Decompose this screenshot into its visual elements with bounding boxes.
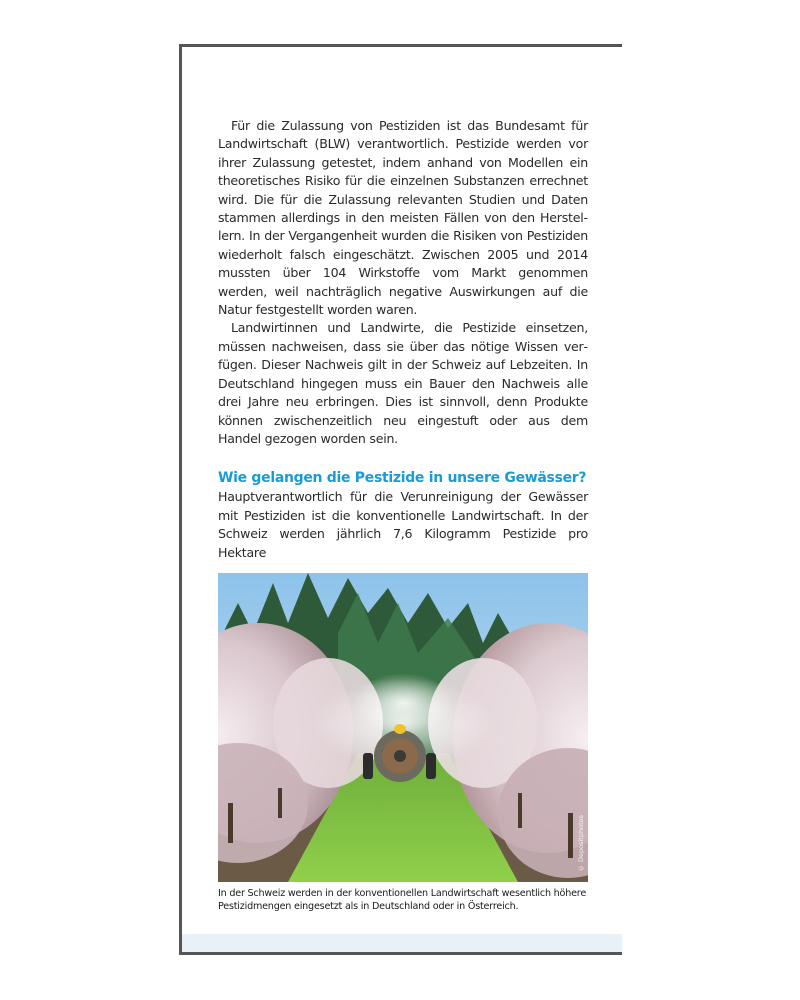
- article-body: [218, 117, 588, 562]
- paragraph-waters: Hauptverantwortlich für die Verunreinigung der Gewässer mit Pestiziden ist die konventionelle Landwirtschaft. In der Schweiz werden jährlich 7,6 Kilogramm Pestizide pro Hektare: [218, 489, 588, 560]
- photo-credit: © Depositphotos: [577, 814, 585, 872]
- photo-caption: In der Schweiz werden in der konventionellen Landwirtschaft wesentlich höhere Pestizidmengen eingesetzt als in Deutschland oder in Österreich.: [218, 888, 587, 913]
- page-bottom-band: [182, 934, 622, 952]
- document-page: [179, 44, 622, 955]
- orchard-spraying-photo: [218, 573, 588, 882]
- section-heading: Wie gelangen die Pestizide in unsere Gewässer?: [218, 470, 587, 487]
- paragraph-approval: Für die Zulassung von Pestiziden ist das Bundesamt für Landwirtschaft (BLW) verantwortlich. Pestizide werden vor ihrer Zulassung getestet, indem anhand von Modellen ein theoretisches Risiko für die einzelnen Substanzen errechnet wird. Die für die Zulassung relevanten Studien und Daten stammen allerdings in den meisten Fällen von den Herstellern. In der Vergangenheit wurden die Risiken von Pestiziden wiederholt falsch eingeschätzt. Zwischen 2005 und 2014 mussten über 104 Wirkstoffe vom Markt genommen werden, weil nachträglich negative Auswirkungen auf die Natur festgestellt worden waren.: [218, 118, 588, 318]
- paragraph-farmers: Landwirtinnen und Landwirte, die Pestizide einsetzen, müssen nachweisen, dass sie über das nötige Wissen verfügen. Dieser Nachweis gilt in der Schweiz auf Lebzeiten. In Deutschland hingegen muss ein Bauer den Nachweis alle drei Jahre neu erbringen. Dies ist sinnvoll, denn Produkte können zwischenzeitlich neu eingestuft oder aus dem Handel gezogen worden sein.: [218, 320, 588, 446]
